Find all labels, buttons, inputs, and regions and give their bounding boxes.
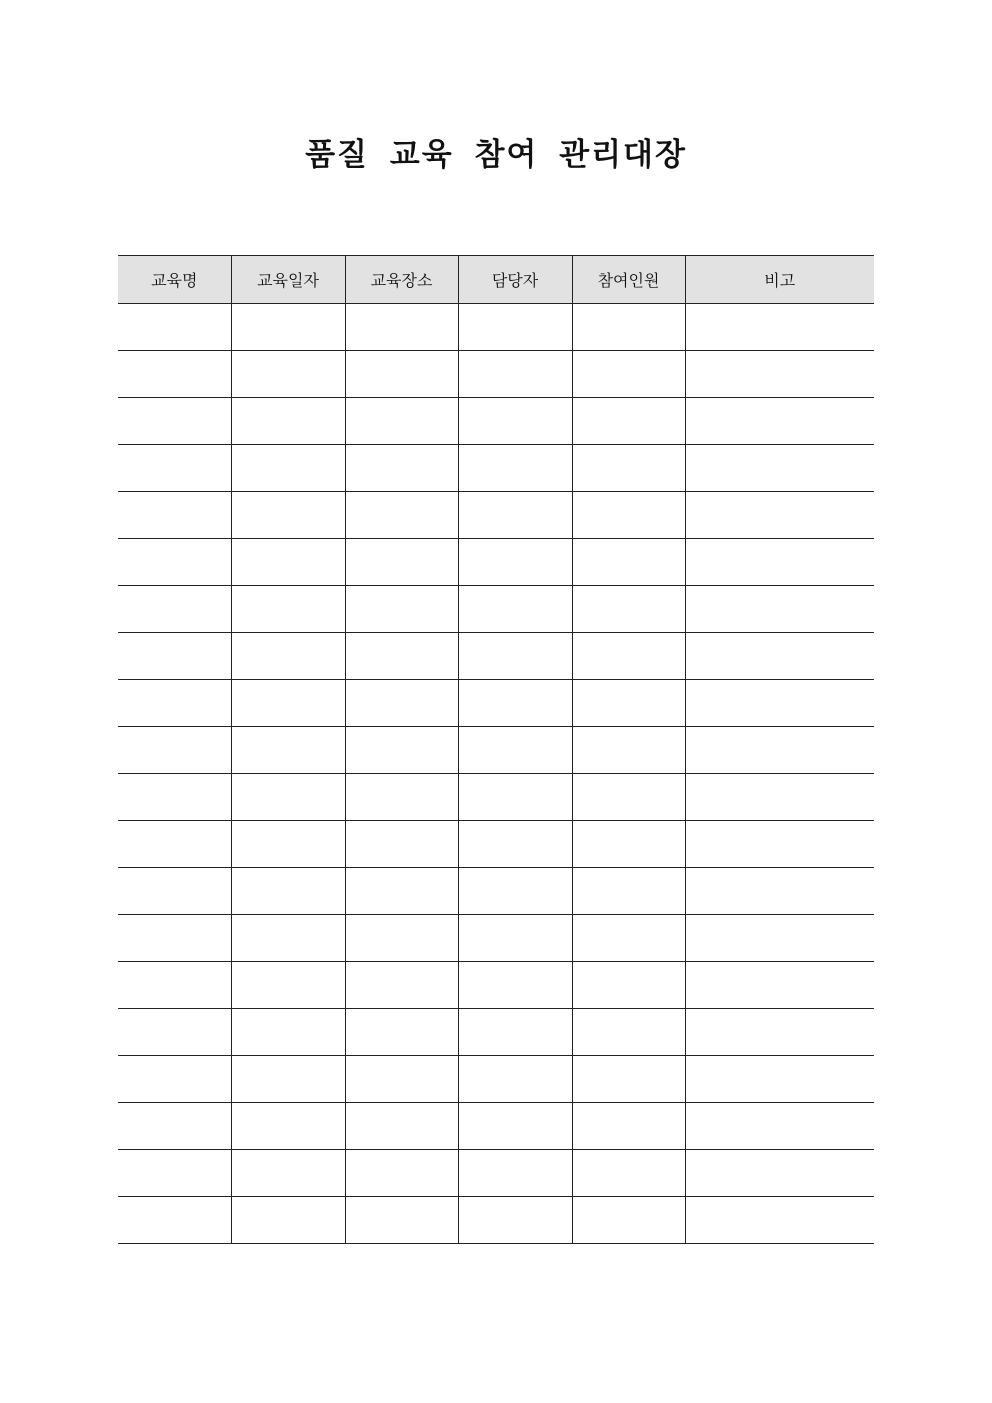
participants-cell[interactable] [572, 586, 685, 633]
training-date-cell[interactable] [231, 962, 345, 1009]
table-row [118, 586, 874, 633]
training-location-cell[interactable] [345, 398, 458, 445]
participants-cell[interactable] [572, 539, 685, 586]
table-row [118, 962, 874, 1009]
participants-cell[interactable] [572, 492, 685, 539]
page-title: 품질 교육 참여 관리대장 [305, 137, 687, 173]
training-name-cell[interactable] [118, 915, 231, 962]
remarks-cell[interactable] [685, 680, 874, 727]
person-in-charge-cell[interactable] [458, 727, 572, 774]
training-name-cell[interactable] [118, 633, 231, 680]
person-in-charge-cell[interactable] [458, 1197, 572, 1244]
training-name-cell[interactable] [118, 1197, 231, 1244]
remarks-cell[interactable] [685, 586, 874, 633]
remarks-cell[interactable] [685, 539, 874, 586]
table-row [118, 1103, 874, 1150]
person-in-charge-cell[interactable] [458, 398, 572, 445]
table-row [118, 398, 874, 445]
person-in-charge-cell[interactable] [458, 868, 572, 915]
person-in-charge-cell[interactable] [458, 304, 572, 351]
person-in-charge-cell[interactable] [458, 1056, 572, 1103]
column-header-training-date: 교육일자 [231, 256, 345, 304]
person-in-charge-cell[interactable] [458, 1009, 572, 1056]
person-in-charge-cell[interactable] [458, 351, 572, 398]
participants-cell[interactable] [572, 1150, 685, 1197]
training-location-cell[interactable] [345, 915, 458, 962]
person-in-charge-cell[interactable] [458, 1150, 572, 1197]
training-name-cell[interactable] [118, 1103, 231, 1150]
person-in-charge-cell[interactable] [458, 1103, 572, 1150]
table-row [118, 492, 874, 539]
training-name-cell[interactable] [118, 398, 231, 445]
training-date-cell[interactable] [231, 539, 345, 586]
training-location-cell[interactable] [345, 539, 458, 586]
participants-cell[interactable] [572, 868, 685, 915]
person-in-charge-cell[interactable] [458, 539, 572, 586]
table-row [118, 868, 874, 915]
training-date-cell[interactable] [231, 727, 345, 774]
remarks-cell[interactable] [685, 1150, 874, 1197]
remarks-cell[interactable] [685, 962, 874, 1009]
participants-cell[interactable] [572, 680, 685, 727]
table-row [118, 1056, 874, 1103]
training-location-cell[interactable] [345, 633, 458, 680]
training-name-cell[interactable] [118, 1150, 231, 1197]
person-in-charge-cell[interactable] [458, 633, 572, 680]
training-name-cell[interactable] [118, 962, 231, 1009]
training-date-cell[interactable] [231, 1197, 345, 1244]
participants-cell[interactable] [572, 351, 685, 398]
participants-cell[interactable] [572, 915, 685, 962]
training-location-cell[interactable] [345, 586, 458, 633]
training-name-cell[interactable] [118, 351, 231, 398]
person-in-charge-cell[interactable] [458, 492, 572, 539]
table-row [118, 915, 874, 962]
participants-cell[interactable] [572, 821, 685, 868]
training-date-cell[interactable] [231, 586, 345, 633]
remarks-cell[interactable] [685, 1103, 874, 1150]
training-name-cell[interactable] [118, 492, 231, 539]
table-header-row [118, 256, 874, 304]
participants-cell[interactable] [572, 1009, 685, 1056]
training-name-cell[interactable] [118, 680, 231, 727]
remarks-cell[interactable] [685, 398, 874, 445]
column-header-participants: 참여인원 [572, 256, 685, 304]
training-ledger-table [118, 255, 874, 1244]
training-location-cell[interactable] [345, 1197, 458, 1244]
training-location-cell[interactable] [345, 774, 458, 821]
remarks-cell[interactable] [685, 1056, 874, 1103]
remarks-cell[interactable] [685, 774, 874, 821]
training-name-cell[interactable] [118, 868, 231, 915]
remarks-cell[interactable] [685, 633, 874, 680]
training-date-cell[interactable] [231, 774, 345, 821]
remarks-cell[interactable] [685, 1009, 874, 1056]
participants-cell[interactable] [572, 774, 685, 821]
training-date-cell[interactable] [231, 633, 345, 680]
table-row [118, 1197, 874, 1244]
training-location-cell[interactable] [345, 1103, 458, 1150]
training-name-cell[interactable] [118, 539, 231, 586]
remarks-cell[interactable] [685, 727, 874, 774]
training-name-cell[interactable] [118, 586, 231, 633]
training-location-cell[interactable] [345, 351, 458, 398]
training-date-cell[interactable] [231, 821, 345, 868]
table-row [118, 445, 874, 492]
table-row [118, 304, 874, 351]
participants-cell[interactable] [572, 398, 685, 445]
remarks-cell[interactable] [685, 492, 874, 539]
person-in-charge-cell[interactable] [458, 586, 572, 633]
training-location-cell[interactable] [345, 727, 458, 774]
training-location-cell[interactable] [345, 1056, 458, 1103]
training-location-cell[interactable] [345, 821, 458, 868]
participants-cell[interactable] [572, 304, 685, 351]
training-name-cell[interactable] [118, 774, 231, 821]
training-name-cell[interactable] [118, 1009, 231, 1056]
training-date-cell[interactable] [231, 351, 345, 398]
training-location-cell[interactable] [345, 868, 458, 915]
person-in-charge-cell[interactable] [458, 680, 572, 727]
table-row [118, 633, 874, 680]
training-name-cell[interactable] [118, 1056, 231, 1103]
remarks-cell[interactable] [685, 445, 874, 492]
training-name-cell[interactable] [118, 445, 231, 492]
person-in-charge-cell[interactable] [458, 962, 572, 1009]
table-row [118, 539, 874, 586]
table-row [118, 821, 874, 868]
participants-cell[interactable] [572, 962, 685, 1009]
training-location-cell[interactable] [345, 445, 458, 492]
table-row [118, 727, 874, 774]
table-row [118, 351, 874, 398]
table-row [118, 774, 874, 821]
participants-cell[interactable] [572, 1056, 685, 1103]
table-row [118, 1150, 874, 1197]
table-body [118, 304, 874, 1244]
person-in-charge-cell[interactable] [458, 821, 572, 868]
column-header-training-location: 교육장소 [345, 256, 458, 304]
table-row [118, 680, 874, 727]
remarks-cell[interactable] [685, 351, 874, 398]
training-location-cell[interactable] [345, 304, 458, 351]
training-date-cell[interactable] [231, 1150, 345, 1197]
person-in-charge-cell[interactable] [458, 445, 572, 492]
training-location-cell[interactable] [345, 1009, 458, 1056]
remarks-cell[interactable] [685, 868, 874, 915]
column-header-training-name: 교육명 [118, 256, 231, 304]
training-date-cell[interactable] [231, 398, 345, 445]
training-date-cell[interactable] [231, 492, 345, 539]
remarks-cell[interactable] [685, 1197, 874, 1244]
person-in-charge-cell[interactable] [458, 774, 572, 821]
participants-cell[interactable] [572, 445, 685, 492]
column-header-person-in-charge: 담당자 [458, 256, 572, 304]
table-row [118, 1009, 874, 1056]
person-in-charge-cell[interactable] [458, 915, 572, 962]
participants-cell[interactable] [572, 727, 685, 774]
training-location-cell[interactable] [345, 1150, 458, 1197]
training-location-cell[interactable] [345, 962, 458, 1009]
training-date-cell[interactable] [231, 868, 345, 915]
remarks-cell[interactable] [685, 304, 874, 351]
training-name-cell[interactable] [118, 727, 231, 774]
training-date-cell[interactable] [231, 445, 345, 492]
training-date-cell[interactable] [231, 915, 345, 962]
remarks-cell[interactable] [685, 821, 874, 868]
training-date-cell[interactable] [231, 680, 345, 727]
training-date-cell[interactable] [231, 304, 345, 351]
remarks-cell[interactable] [685, 915, 874, 962]
training-date-cell[interactable] [231, 1009, 345, 1056]
training-location-cell[interactable] [345, 492, 458, 539]
training-name-cell[interactable] [118, 821, 231, 868]
participants-cell[interactable] [572, 1197, 685, 1244]
participants-cell[interactable] [572, 1103, 685, 1150]
participants-cell[interactable] [572, 633, 685, 680]
training-date-cell[interactable] [231, 1056, 345, 1103]
training-name-cell[interactable] [118, 304, 231, 351]
training-location-cell[interactable] [345, 680, 458, 727]
column-header-remarks: 비고 [685, 256, 874, 304]
training-date-cell[interactable] [231, 1103, 345, 1150]
